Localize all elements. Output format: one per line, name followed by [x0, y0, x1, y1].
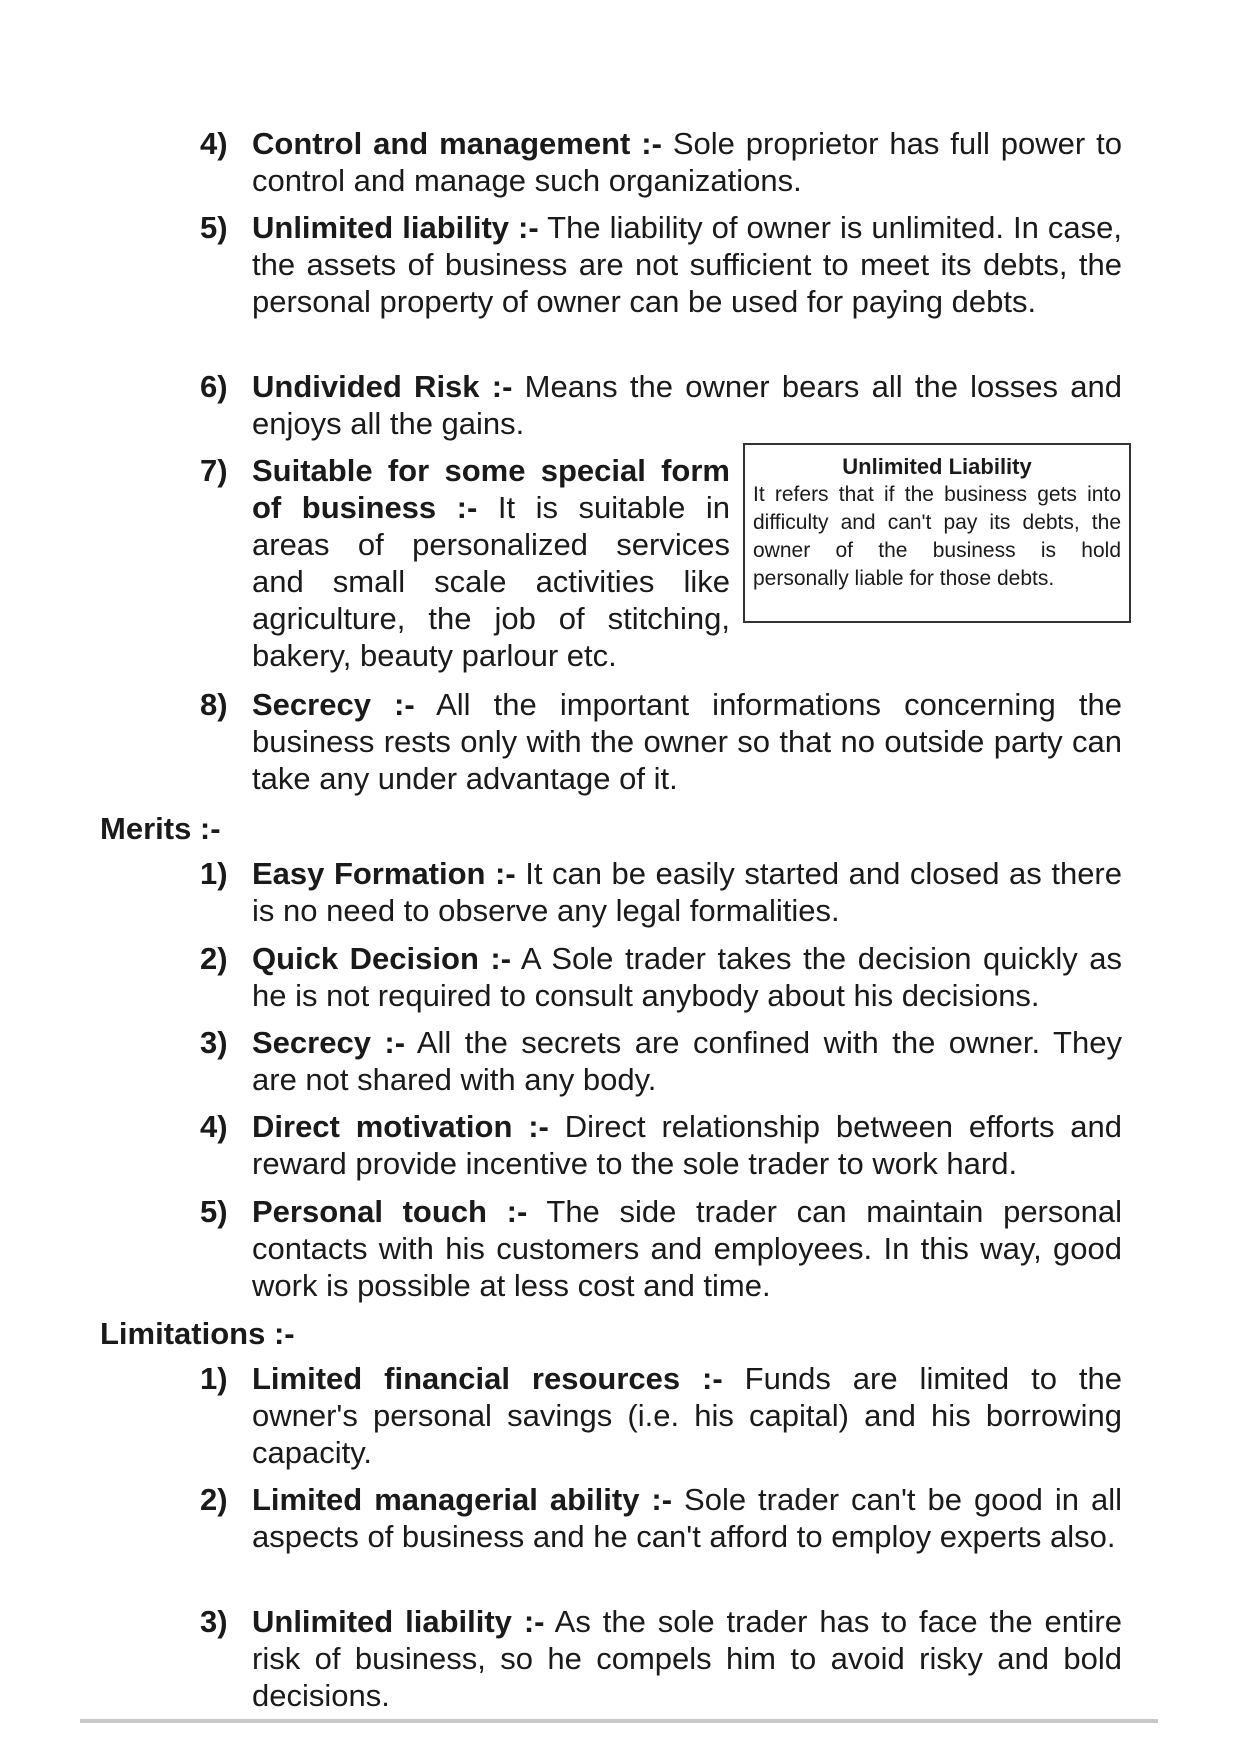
- item-term: Control and management :-: [252, 126, 662, 161]
- item-number: 5): [200, 210, 228, 245]
- item-term: Easy Formation :-: [252, 856, 516, 891]
- limitation-item-financial-resources: [200, 1360, 1122, 1471]
- item-number: 5): [200, 1194, 228, 1229]
- feature-item-secrecy: [200, 686, 1122, 797]
- merit-item-secrecy: [200, 1024, 1122, 1098]
- item-term: Suitable for some special form of business :-: [252, 453, 730, 525]
- merit-item-personal-touch: [200, 1193, 1122, 1304]
- item-number: 3): [200, 1025, 228, 1060]
- item-text: All the secrets are confined with the owner. They are not shared with any body.: [252, 1025, 1122, 1097]
- merit-item-quick-decision: [200, 940, 1122, 1014]
- limitation-item-unlimited-liability: [200, 1603, 1122, 1714]
- item-text: A Sole trader takes the decision quickly as he is not required to consult anybody about his decisions.: [252, 941, 1122, 1013]
- item-text: All the important informations concerning the business rests only with the owner so that no outside party can take any under advantage of it.: [252, 687, 1122, 796]
- merit-item-easy-formation: [200, 855, 1122, 929]
- item-term: Undivided Risk :-: [252, 369, 513, 404]
- item-number: 6): [200, 369, 228, 404]
- item-number: 3): [200, 1604, 228, 1639]
- bottom-divider: [80, 1719, 1158, 1723]
- item-term: Limited financial resources :-: [252, 1361, 723, 1396]
- item-number: 1): [200, 856, 228, 891]
- feature-item-undivided-risk: [200, 368, 1122, 442]
- item-term: Unlimited liability :-: [252, 1604, 545, 1639]
- feature-item-special-form: [200, 452, 730, 674]
- item-text: Funds are limited to the owner's personal savings (i.e. his capital) and his borrowing capacity.: [252, 1361, 1123, 1470]
- item-number: 4): [200, 1109, 228, 1144]
- unlimited-liability-note-box: [743, 443, 1131, 623]
- item-number: 7): [200, 453, 228, 488]
- item-term: Unlimited liability :-: [252, 210, 539, 245]
- item-term: Secrecy :-: [252, 687, 415, 722]
- item-number: 2): [200, 941, 228, 976]
- item-text: Sole trader can't be good in all aspects of business and he can't afford to employ experts also.: [252, 1482, 1122, 1554]
- item-term: Secrecy :-: [252, 1025, 406, 1060]
- item-text: Direct relationship between efforts and reward provide incentive to the sole trader to work hard.: [252, 1109, 1122, 1181]
- item-term: Limited managerial ability :-: [252, 1482, 673, 1517]
- item-text: It can be easily started and closed as there is no need to observe any legal formalities.: [252, 856, 1122, 928]
- merits-heading: Merits :-: [100, 811, 221, 846]
- item-number: 4): [200, 126, 228, 161]
- item-text: The liability of owner is unlimited. In case, the assets of business are not sufficient to meet its debts, the personal property of owner can be used for paying debts.: [252, 210, 1122, 319]
- item-term: Quick Decision :-: [252, 941, 512, 976]
- limitations-heading: Limitations :-: [100, 1316, 295, 1351]
- item-term: Personal touch :-: [252, 1194, 528, 1229]
- item-term: Direct motivation :-: [252, 1109, 549, 1144]
- note-title: Unlimited Liability: [842, 454, 1032, 479]
- merit-item-direct-motivation: [200, 1108, 1122, 1182]
- feature-item-control: [200, 125, 1122, 199]
- item-text: It is suitable in areas of personalized services and small scale activities like agriculture, the job of stitching, bakery, beauty parlour etc.: [252, 490, 730, 673]
- item-number: 2): [200, 1482, 228, 1517]
- item-text: Sole proprietor has full power to control and manage such organizations.: [252, 126, 1123, 198]
- item-text: Means the owner bears all the losses and enjoys all the gains.: [252, 369, 1122, 441]
- item-text: The side trader can maintain personal contacts with his customers and employees. In this way, good work is possible at less cost and time.: [252, 1194, 1122, 1303]
- item-text: As the sole trader has to face the entire risk of business, so he compels him to avoid risky and bold decisions.: [252, 1604, 1122, 1713]
- feature-item-unlimited-liability: [200, 209, 1122, 320]
- limitation-item-managerial-ability: [200, 1481, 1122, 1555]
- item-number: 1): [200, 1361, 228, 1396]
- note-text: It refers that if the business gets into difficulty and can't pay its debts, the owner of the business is hold personally liable for those debts.: [753, 483, 1121, 590]
- item-number: 8): [200, 687, 228, 722]
